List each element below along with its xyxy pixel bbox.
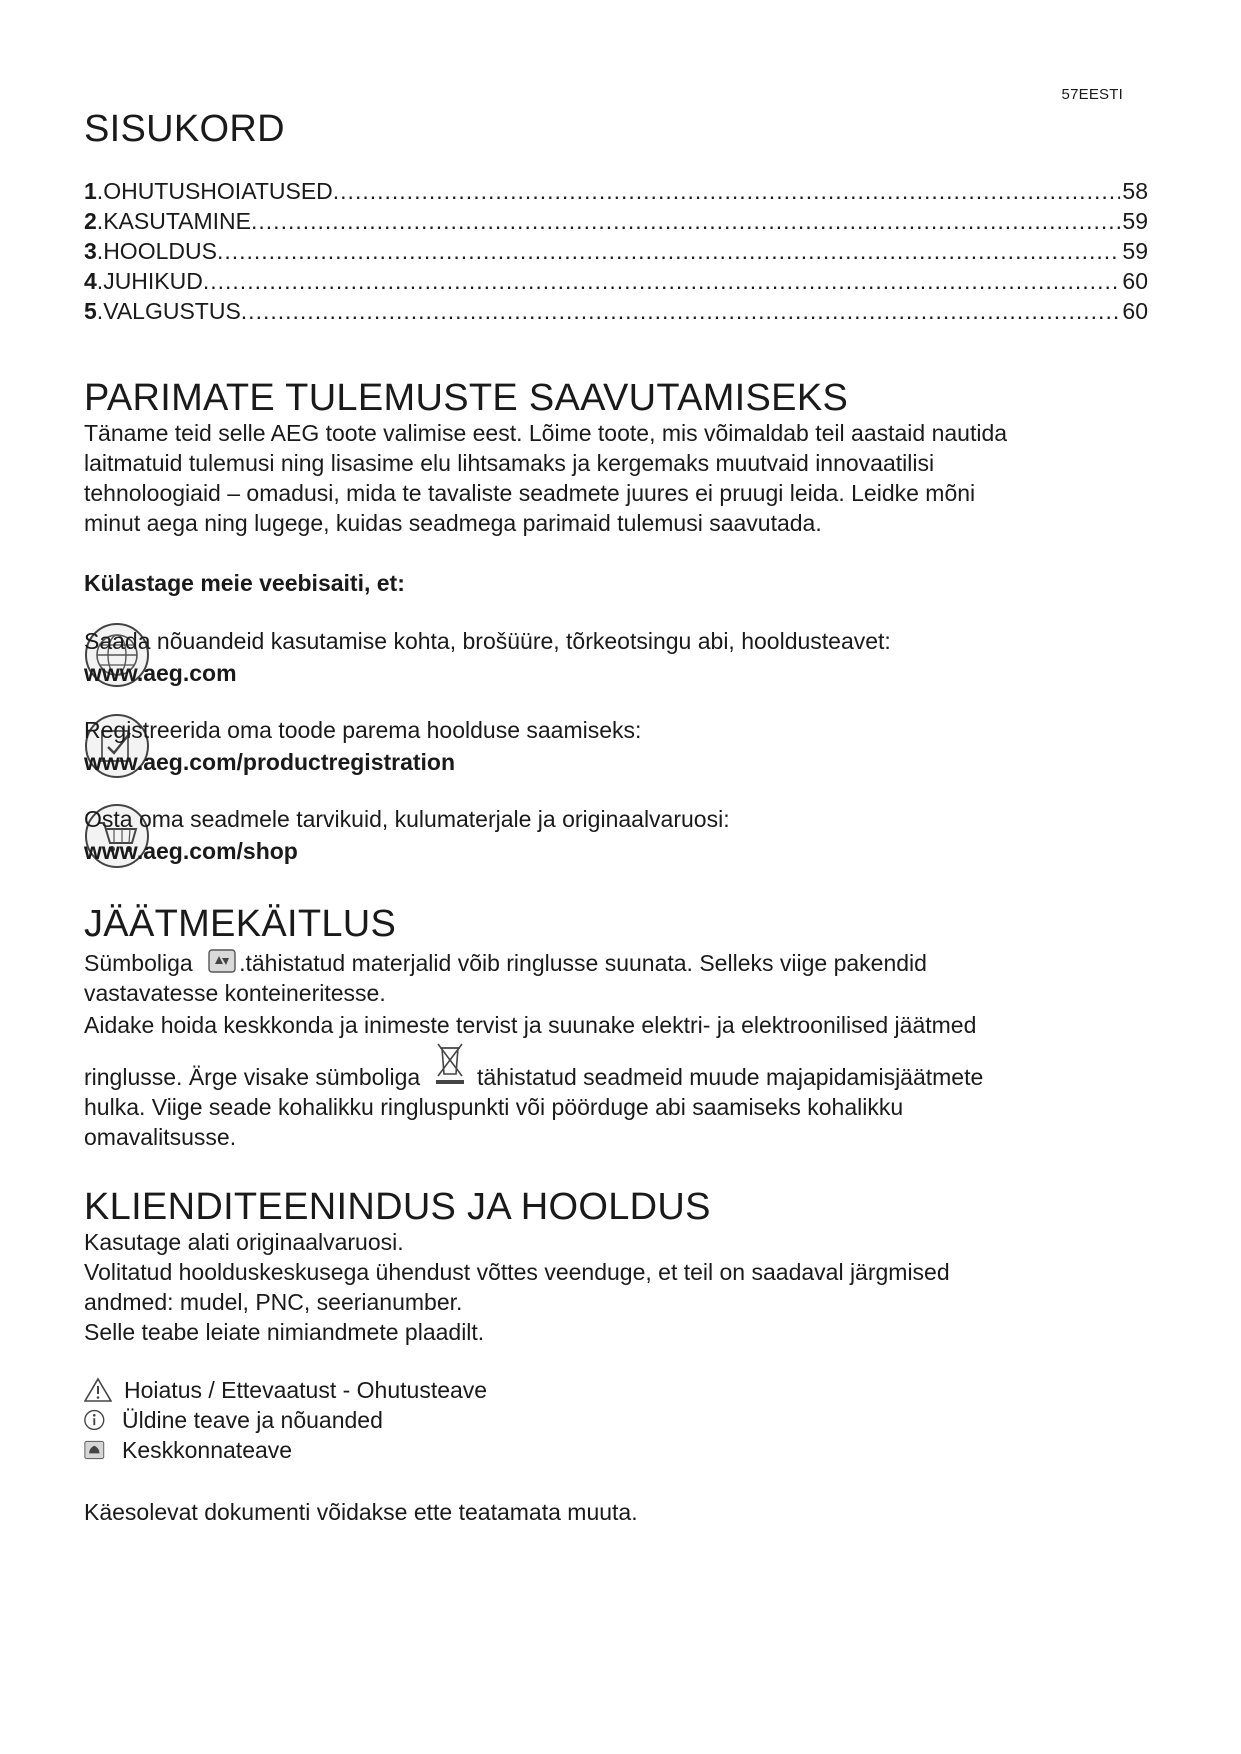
page-header: [1062, 86, 1123, 103]
toc-item[interactable]: 4 . JUHIKUD ..... 60: [84, 268, 1148, 298]
toc-item[interactable]: 2 . KASUTAMINE ..... 59: [84, 208, 1148, 238]
legend-environment: Keskkonnateave: [84, 1435, 292, 1465]
weee-bin-icon: [433, 1040, 467, 1088]
disposal-title: JÄÄTMEKÄITLUS: [84, 903, 397, 945]
toc-item-label: OHUTUSHOIATUSED: [103, 178, 333, 204]
toc-item-label: KASUTAMINE: [103, 208, 252, 234]
toc-title: SISUKORD: [84, 108, 285, 150]
environment-icon: [84, 1437, 108, 1463]
service-title: KLIENDITEENINDUS JA HOOLDUS: [84, 1186, 711, 1228]
toc-item-page: 59: [1122, 238, 1148, 264]
legend-info: Üldine teave ja nõuanded: [84, 1405, 383, 1435]
page-number: 57: [1061, 86, 1079, 103]
toc-item-page: 58: [1122, 178, 1148, 204]
warning-icon: [84, 1377, 112, 1403]
best-results-title: PARIMATE TULEMUSTE SAAVUTAMISEKS: [84, 377, 849, 419]
table-of-contents: [84, 178, 1148, 328]
legend-warning: Hoiatus / Ettevaatust - Ohutusteave: [84, 1375, 487, 1405]
visit-label: Külastage meie veebisaiti, et:: [84, 570, 405, 596]
toc-item-label: HOOLDUS: [103, 238, 217, 264]
footer-note: Käesolevat dokumenti võidakse ette teatamata muuta.: [84, 1499, 638, 1525]
disposal-paragraph: Sümboliga .tähistatud materjalid võib ringlusse suunata. Selleks viige pakendid vastavatesse konteineritesse. Aidake hoida keskkonda ja inimeste tervist ja suunake elektri- ja elektroonilised jäätmed ringlusse. Ärge visake sümboliga tähistatud seadmeid muude majapidamisjäätmete hulka. Viige seade kohalikku ringluspunkti või pöörduge abi saamiseks kohalikku omavalitsusse.: [84, 948, 1154, 1152]
service-paragraph: Kasutage alati originaalvaruosi. Volitatud hoolduskeskusega ühendust võttes veenduge, et teil on saadaval järgmised andmed: mudel, PNC, seerianumber. Selle teabe leiate nimiandmete plaadilt.: [84, 1229, 950, 1345]
toc-item[interactable]: 1 . OHUTUSHOIATUSED ..... 58: [84, 178, 1148, 208]
support-link-block: Saada nõuandeid kasutamise kohta, brošüüre, tõrkeotsingu abi, hooldusteavet: www.aeg.com: [84, 625, 891, 689]
toc-item[interactable]: 5 . VALGUSTUS ..... 60: [84, 298, 1148, 328]
registration-link[interactable]: www.aeg.com/productregistration: [84, 749, 456, 775]
registration-link-block: Registreerida oma toode parema hoolduse saamiseks: www.aeg.com/productregistration: [84, 714, 641, 778]
toc-item-page: 60: [1122, 268, 1148, 294]
shop-link-block: Osta oma seadmele tarvikuid, kulumaterjale ja originaalvaruosi: www.aeg.com/shop: [84, 803, 730, 867]
intro-paragraph: Täname teid selle AEG toote valimise eest. Lõime toote, mis võimaldab teil aastaid nautida laitmatuid tulemusi ning lisasime elu lihtsamaks ja kergemaks muutvaid innovaatilisi tehnoloogiaid – omadusi, mida te tavaliste seadmete juures ei pruugi leida. Leidke mõni minut aega ning lugege, kuidas seadmega parimaid tulemusi saavutada.: [84, 420, 1008, 536]
recycle-icon: [207, 948, 237, 974]
info-icon: [84, 1407, 108, 1433]
toc-item-label: VALGUSTUS: [103, 298, 241, 324]
toc-item-label: JUHIKUD: [103, 268, 203, 294]
support-link[interactable]: www.aeg.com: [84, 660, 237, 686]
language-label: EESTI: [1078, 86, 1123, 103]
toc-item-page: 59: [1122, 208, 1148, 234]
toc-item-page: 60: [1122, 298, 1148, 324]
toc-item[interactable]: 3 . HOOLDUS ..... 59: [84, 238, 1148, 268]
shop-link[interactable]: www.aeg.com/shop: [84, 838, 298, 864]
